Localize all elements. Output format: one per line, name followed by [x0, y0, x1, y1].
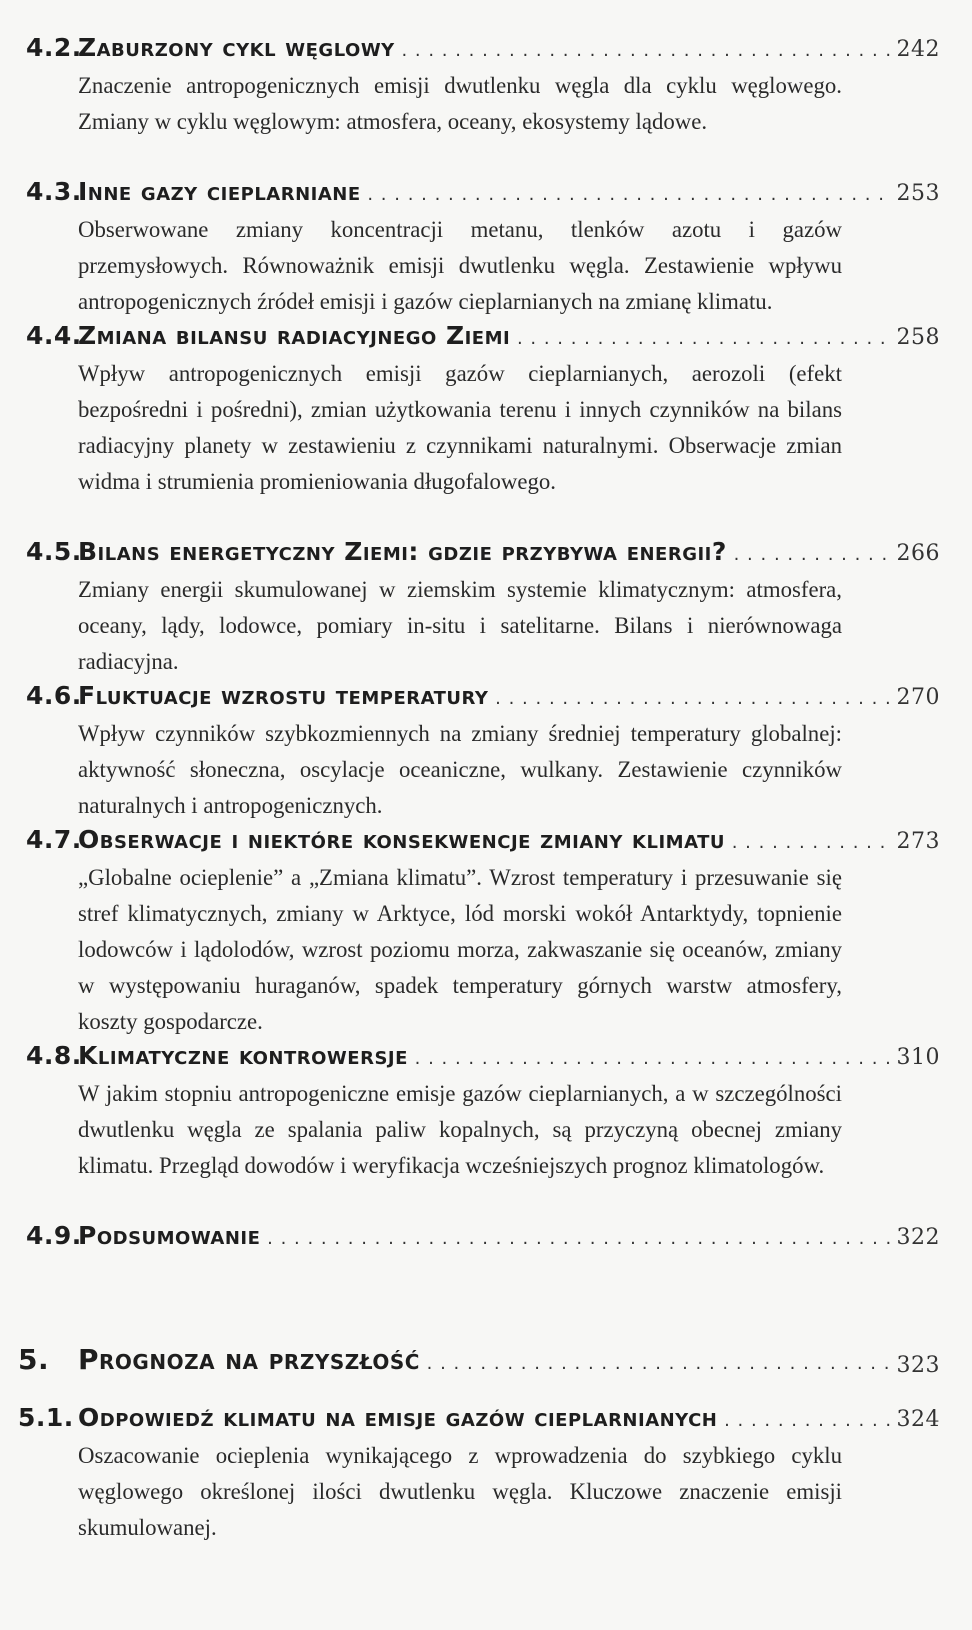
- entry-heading: [0, 1398, 972, 1438]
- entry-description: Wpływ antropogenicznych emisji gazów cieplarnianych, aerozoli (efekt bezpośredni i pośredni), zmian użytkowania terenu i innych czynników na bilans radiacyjny planety w zestawieniu z czynnikami naturalnymi. Obserwacje zmian widma i strumienia promieniowania długofalowego.: [78, 361, 842, 494]
- entry-title: Bilans energetyczny Ziemi: gdzie przybywa energii? . . .: [78, 532, 890, 575]
- entry-number: 4.5.: [26, 537, 82, 566]
- toc-entry-4-7: [0, 820, 972, 1040]
- toc-chapter-5: [0, 1340, 972, 1380]
- entry-title: Zmiana bilansu radiacyjnego Ziemi . . .: [78, 316, 890, 359]
- chapter-page-number: 323: [896, 1353, 940, 1378]
- entry-description: Obserwowane zmiany koncentracji metanu, tlenków azotu i gazów przemysłowych. Równoważnik emisji dwutlenku węgla. Zestawienie wpływu antropogenicznych źródeł emisji i gazów cieplarnianych na zmianę klimatu.: [78, 217, 842, 314]
- entry-description: W jakim stopniu antropogeniczne emisje gazów cieplarnianych, a w szczególności dwutlenku węgla ze spalania paliw kopalnych, są przyczyną obecnej zmiany klimatu. Przegląd dowodów i weryfikacja wcześniejszych prognoz klimatologów.: [78, 1081, 842, 1178]
- entry-page-number: 270: [896, 685, 940, 710]
- entry-title: Inne gazy cieplarniane . . .: [78, 172, 890, 215]
- entry-description: Znaczenie antropogenicznych emisji dwutlenku węgla dla cyklu węglowego. Zmiany w cyklu węglowym: atmosfera, oceany, ekosystemy lądowe.: [78, 73, 842, 134]
- entry-number: 4.8.: [26, 1041, 82, 1070]
- entry-heading: [0, 28, 972, 68]
- entry-page-number: 310: [896, 1045, 940, 1070]
- entry-number: 4.9.: [26, 1221, 82, 1250]
- toc-entry-4-3: [0, 172, 972, 320]
- entry-title: Odpowiedź klimatu na emisje gazów cieplarnianych . . .: [78, 1398, 890, 1441]
- entry-number: 5.1.: [18, 1403, 74, 1432]
- entry-heading: [0, 532, 972, 572]
- entry-description: „Globalne ocieplenie” a „Zmiana klimatu”. Wzrost temperatury i przesuwanie się stref klimatycznych, zmiany w Arktyce, lód morski wokół Antarktydy, topnienie lodowców i lądolodów, wzrost poziomu morza, zakwaszanie się oceanów, zmiany w występowaniu huraganów, spadek temperatury górnych warstw atmosfery, koszty gospodarcze.: [78, 865, 842, 1034]
- entry-description: Wpływ czynników szybkozmiennych na zmiany średniej temperatury globalnej: aktywność słoneczna, oscylacje oceaniczne, wulkany. Zestawienie czynników naturalnych i antropogenicznych.: [78, 721, 842, 818]
- toc-entry-4-6: [0, 676, 972, 824]
- entry-page-number: 258: [896, 325, 940, 350]
- entry-number: 4.7.: [26, 825, 82, 854]
- entry-heading: [0, 676, 972, 716]
- entry-heading: [0, 1216, 972, 1256]
- toc-entry-4-9: [0, 1216, 972, 1256]
- entry-page-number: 322: [896, 1225, 940, 1250]
- entry-description: Zmiany energii skumulowanej w ziemskim systemie klimatycznym: atmosfera, oceany, lądy, lodowce, pomiary in-situ i satelitarne. Bilans i nierównowaga radiacyjna.: [78, 577, 842, 674]
- chapter-number: 5.: [18, 1343, 50, 1376]
- entry-page-number: 324: [896, 1407, 940, 1432]
- entry-description: Oszacowanie ocieplenia wynikającego z wprowadzenia do szybkiego cyklu węglowego określonej ilości dwutlenku węgla. Kluczowe znaczenie emisji skumulowanej.: [78, 1443, 842, 1540]
- entry-number: 4.6.: [26, 681, 82, 710]
- toc-entry-4-8: [0, 1036, 972, 1184]
- chapter-title: Prognoza na przyszłość . . .: [78, 1340, 890, 1384]
- entry-page-number: 273: [896, 829, 940, 854]
- entry-heading: [0, 1036, 972, 1076]
- entry-title: Fluktuacje wzrostu temperatury . . .: [78, 676, 890, 719]
- entry-number: 4.3.: [26, 177, 82, 206]
- toc-entry-4-4: [0, 316, 972, 500]
- toc-entry-4-5: [0, 532, 972, 680]
- chapter-heading: [0, 1340, 972, 1380]
- entry-title: Podsumowanie . . .: [78, 1216, 890, 1259]
- entry-title: Klimatyczne kontrowersje . . .: [78, 1036, 890, 1079]
- entry-page-number: 253: [896, 181, 940, 206]
- entry-title: Obserwacje i niektóre konsekwencje zmiany klimatu . . .: [78, 820, 890, 863]
- toc-entry-5-1: [0, 1398, 972, 1546]
- entry-heading: [0, 316, 972, 356]
- entry-page-number: 266: [896, 541, 940, 566]
- entry-number: 4.2.: [26, 33, 82, 62]
- entry-number: 4.4.: [26, 321, 82, 350]
- entry-heading: [0, 172, 972, 212]
- entry-title: Zaburzony cykl węglowy . . .: [78, 28, 890, 71]
- toc-entry-4-2: [0, 28, 972, 140]
- entry-page-number: 242: [896, 37, 940, 62]
- entry-heading: [0, 820, 972, 860]
